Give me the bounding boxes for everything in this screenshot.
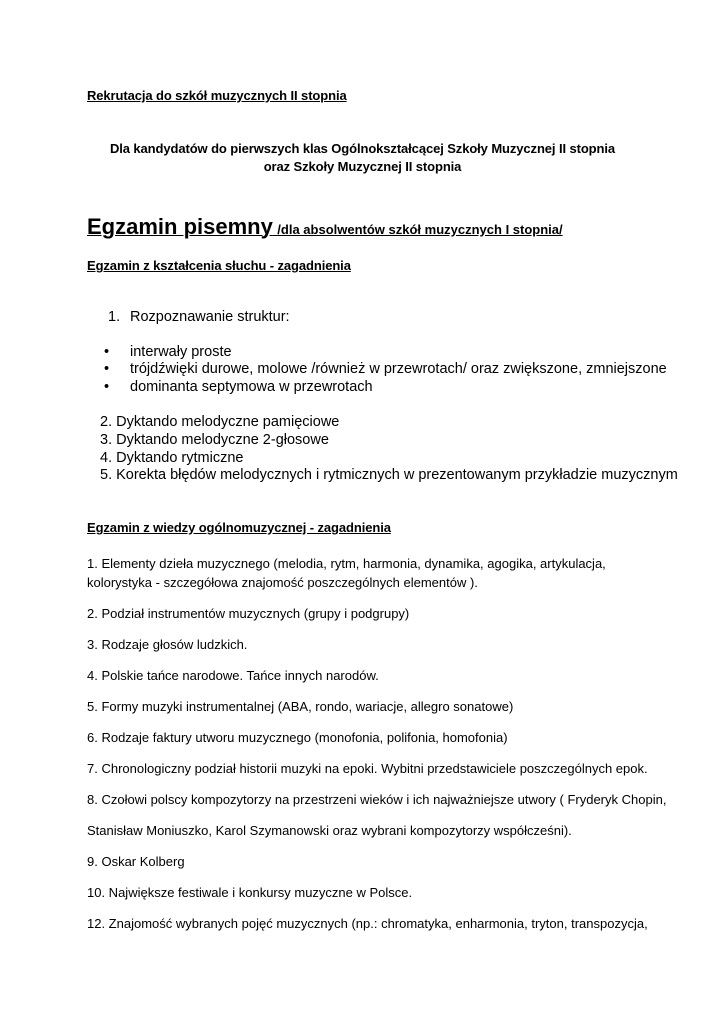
bullet-text: interwały proste — [130, 344, 232, 360]
general-line: 2. Podział instrumentów muzycznych (grupy i podgrupy) — [87, 606, 410, 621]
general-line: 3. Rodzaje głosów ludzkich. — [87, 637, 248, 652]
bullet-text: trójdźwięki durowe, molowe /również w przewrotach/ oraz zwiększone, zmniejszone — [130, 361, 667, 377]
general-line: 6. Rodzaje faktury utworu muzycznego (monofonia, polifonia, homofonia) — [87, 730, 508, 745]
ear-item-1-number: 1. — [108, 309, 121, 325]
general-line: 5. Formy muzyki instrumentalnej (ABA, rondo, wariacje, allegro sonatowe) — [87, 699, 514, 714]
bullet-icon: • — [104, 361, 110, 377]
general-line: 10. Największe festiwale i konkursy muzyczne w Polsce. — [87, 885, 413, 900]
exam-main-title: Egzamin pisemny — [87, 214, 273, 239]
bullet-item — [104, 379, 373, 395]
ear-item-3: 3. Dyktando melodyczne 2-głosowe — [100, 432, 329, 448]
bullet-text: dominanta septymowa w przewrotach — [130, 379, 373, 395]
ear-item-2: 2. Dyktando melodyczne pamięciowe — [100, 414, 340, 430]
general-line: kolorystyka - szczegółowa znajomość poszczególnych elementów ). — [87, 575, 478, 590]
subtitle-line-2: oraz Szkoły Muzycznej II stopnia — [263, 159, 462, 174]
exam-title — [87, 214, 563, 240]
subtitle-line-1: Dla kandydatów do pierwszych klas Ogólnokształcącej Szkoły Muzycznej II stopnia — [109, 141, 616, 156]
bullet-icon: • — [104, 344, 110, 360]
exam-side-title: /dla absolwentów szkół muzycznych I stopnia/ — [277, 222, 563, 237]
ear-item-4: 4. Dyktando rytmiczne — [100, 450, 244, 466]
general-line: 12. Znajomość wybranych pojęć muzycznych (np.: chromatyka, enharmonia, tryton, transpozycja, — [87, 916, 648, 931]
general-line: 1. Elementy dzieła muzycznego (melodia, rytm, harmonia, dynamika, agogika, artykulacja, — [87, 556, 606, 571]
ear-item-5: 5. Korekta błędów melodycznych i rytmicznych w prezentowanym przykładzie muzycznym — [100, 467, 678, 483]
general-music-heading: Egzamin z wiedzy ogólnomuzycznej - zagadnienia — [87, 520, 391, 535]
ear-item-1-text: Rozpoznawanie struktur: — [130, 309, 290, 325]
general-line: 4. Polskie tańce narodowe. Tańce innych narodów. — [87, 668, 379, 683]
bullet-item — [104, 344, 232, 360]
general-line: 8. Czołowi polscy kompozytorzy na przestrzeni wieków i ich najważniejsze utwory ( Fryderyk Chopin, — [87, 792, 667, 807]
document-title: Rekrutacja do szkół muzycznych II stopnia — [87, 88, 347, 103]
ear-training-heading: Egzamin z kształcenia słuchu - zagadnienia — [87, 258, 351, 273]
general-line: Stanisław Moniuszko, Karol Szymanowski oraz wybrani kompozytorzy współcześni). — [87, 823, 572, 838]
bullet-icon: • — [104, 379, 110, 395]
general-line: 9. Oskar Kolberg — [87, 854, 185, 869]
bullet-item — [104, 361, 667, 377]
general-line: 7. Chronologiczny podział historii muzyki na epoki. Wybitni przedstawiciele poszczególnych epok. — [87, 761, 648, 776]
